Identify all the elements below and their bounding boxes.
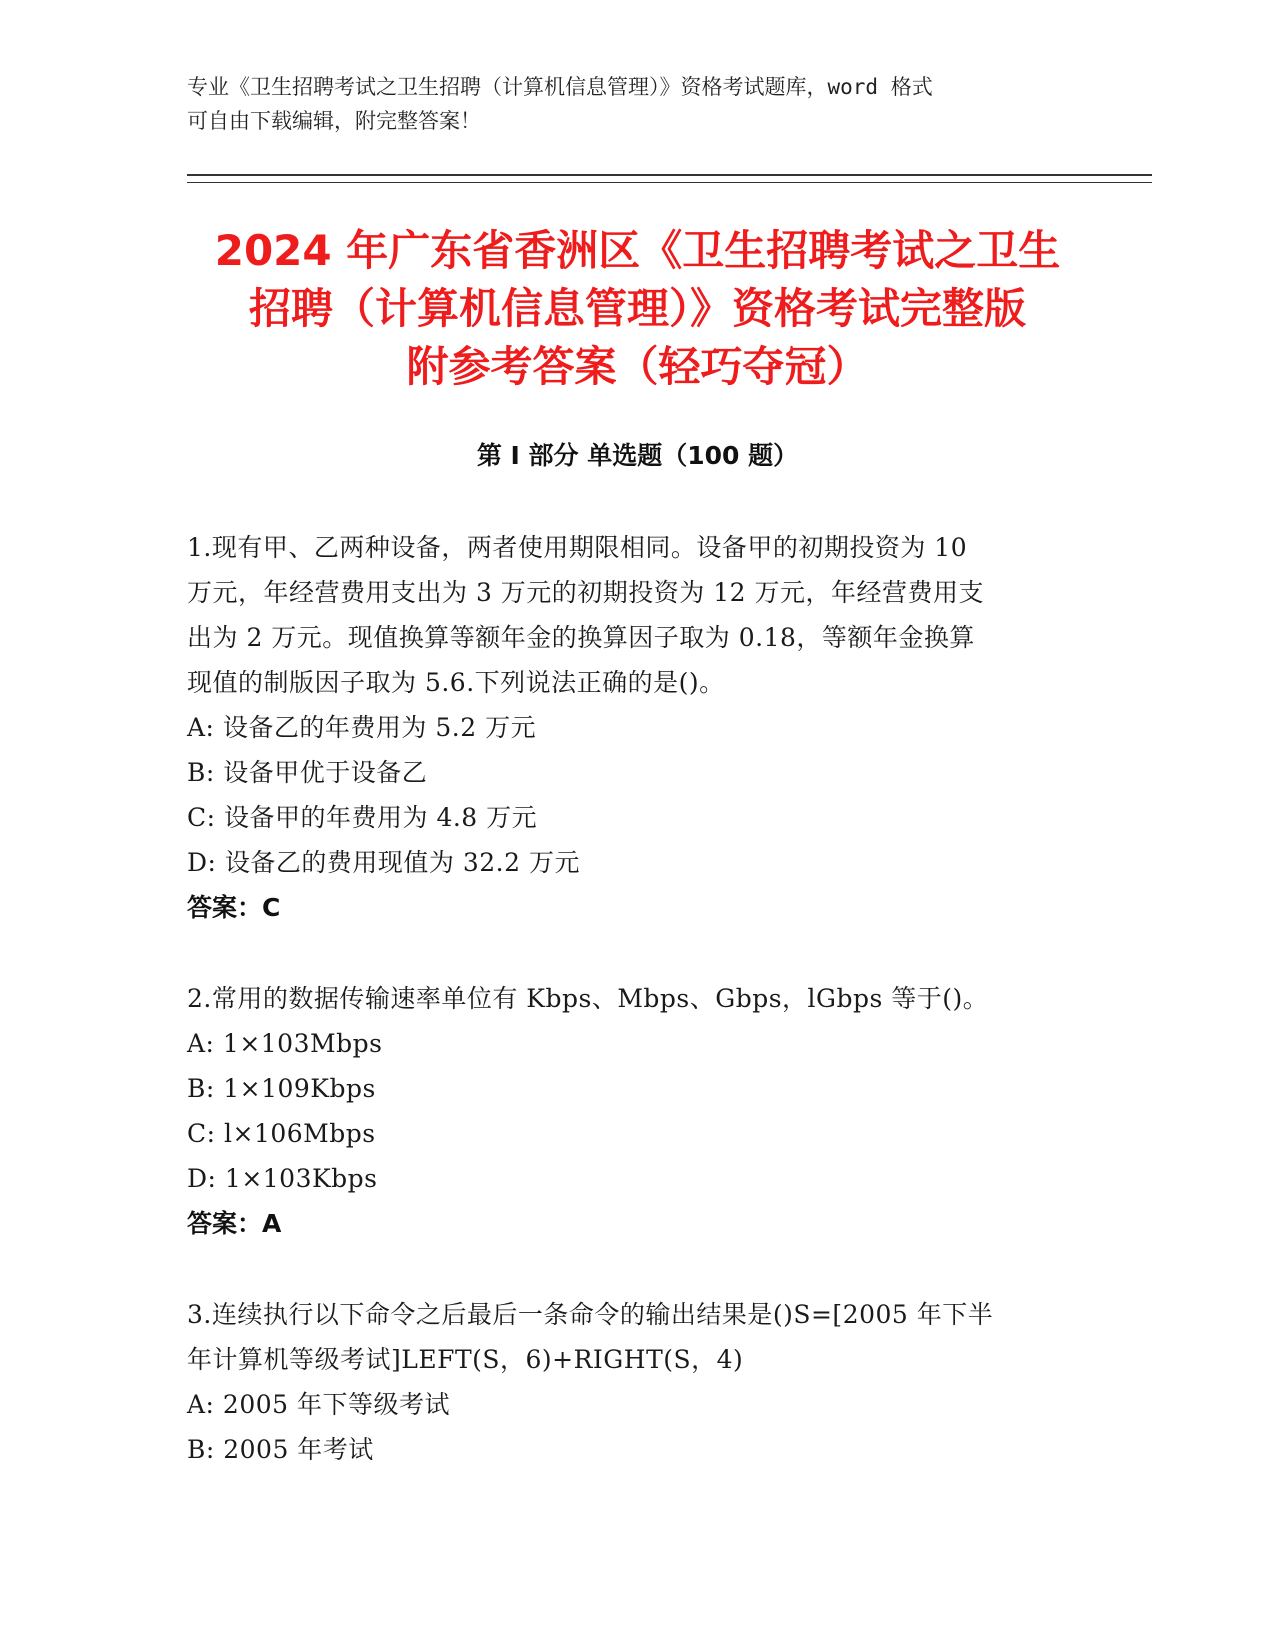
question-stem-line: 3.连续执行以下命令之后最后一条命令的输出结果是()S=[2005 年下半	[187, 1300, 994, 1329]
title-line: 招聘（计算机信息管理）》资格考试完整版	[248, 284, 1026, 333]
header-note	[187, 70, 1087, 138]
title-line: 附参考答案（轻巧夺冠）	[406, 342, 869, 391]
question-2	[187, 976, 1092, 1246]
option-b: B: 设备甲优于设备乙	[187, 758, 428, 787]
question-stem-line: 现值的制版因子取为 5.6.下列说法正确的是()。	[187, 668, 725, 697]
header-note-line: 专业《卫生招聘考试之卫生招聘（计算机信息管理）》资格考试题库，word 格式	[187, 75, 933, 99]
question-stem-line: 2.常用的数据传输速率单位有 Kbps、Mbps、Gbps，lGbps 等于()。	[187, 984, 989, 1013]
option-a: A: 1×103Mbps	[187, 1029, 383, 1058]
question-3	[187, 1292, 1092, 1472]
answer-key: 答案：A	[187, 1209, 282, 1238]
option-a: A: 设备乙的年费用为 5.2 万元	[187, 713, 537, 742]
option-a: A: 2005 年下等级考试	[187, 1390, 450, 1419]
header-note-line: 可自由下载编辑，附完整答案！	[187, 109, 481, 133]
option-c: C: 设备甲的年费用为 4.8 万元	[187, 803, 538, 832]
question-stem-line: 1.现有甲、乙两种设备，两者使用期限相同。设备甲的初期投资为 10	[187, 533, 968, 562]
question-stem-line: 万元，年经营费用支出为 3 万元的初期投资为 12 万元，年经营费用支	[187, 578, 985, 607]
document-title	[150, 222, 1125, 396]
section-heading: 第 I 部分 单选题（100 题）	[476, 441, 799, 470]
question-1	[187, 525, 1092, 930]
header-divider-thick	[187, 174, 1152, 176]
question-list	[187, 525, 1092, 1518]
question-stem-line: 年计算机等级考试]LEFT(S，6)+RIGHT(S，4)	[187, 1345, 744, 1374]
question-stem-line: 出为 2 万元。现值换算等额年金的换算因子取为 0.18，等额年金换算	[187, 623, 975, 652]
option-b: B: 2005 年考试	[187, 1435, 374, 1464]
option-d: D: 设备乙的费用现值为 32.2 万元	[187, 848, 580, 877]
option-d: D: 1×103Kbps	[187, 1164, 378, 1193]
option-b: B: 1×109Kbps	[187, 1074, 376, 1103]
answer-key: 答案：C	[187, 893, 281, 922]
title-line: 2024 年广东省香洲区《卫生招聘考试之卫生	[214, 226, 1061, 275]
option-c: C: l×106Mbps	[187, 1119, 376, 1148]
header-divider-thin	[187, 182, 1152, 183]
